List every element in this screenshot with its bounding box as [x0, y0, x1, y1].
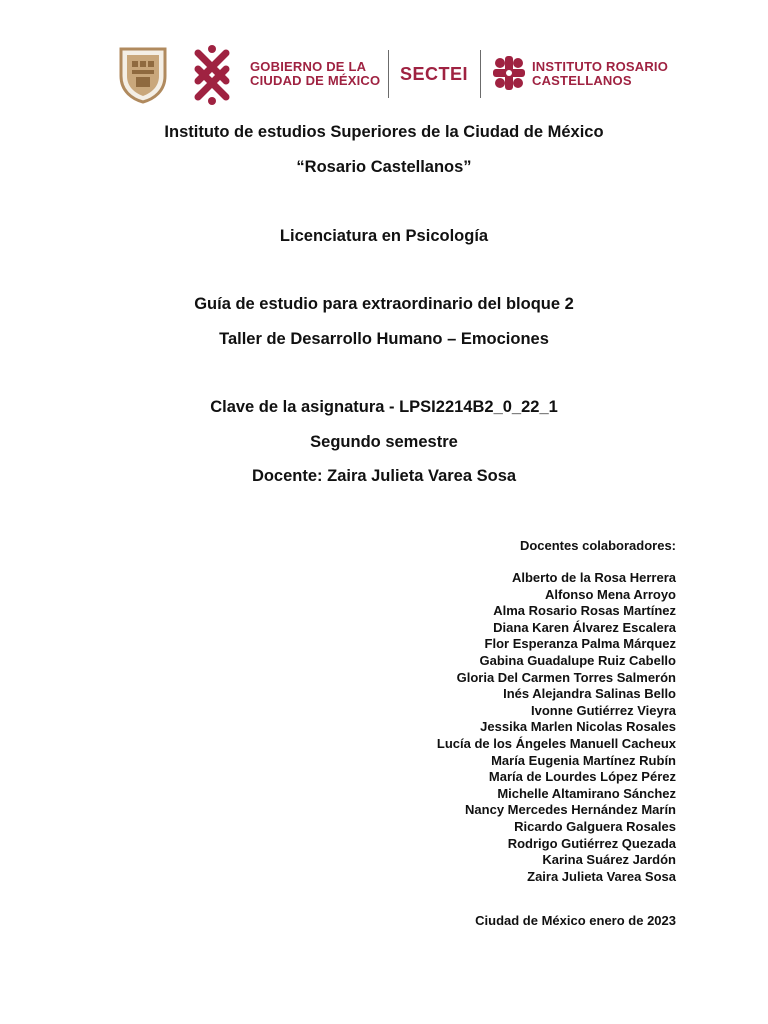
semester: Segundo semestre [310, 433, 458, 451]
list-item: Diana Karen Álvarez Escalera [493, 619, 676, 635]
gov-line1: GOBIERNO DE LA [250, 59, 367, 74]
list-item: Zaira Julieta Varea Sosa [527, 868, 676, 884]
list-item: Lucía de los Ángeles Manuell Cacheux [436, 735, 676, 751]
list-item: Michelle Altamirano Sánchez [497, 785, 676, 801]
course-title: Taller de Desarrollo Humano – Emociones [219, 330, 549, 348]
list-item: Nancy Mercedes Hernández Marín [465, 802, 676, 818]
gov-cdmx-wordmark [250, 60, 380, 88]
degree-title: Licenciatura en Psicología [279, 227, 489, 245]
irc-wordmark [532, 60, 668, 88]
list-item: María Eugenia Martínez Rubín [491, 752, 676, 768]
institute-name: “Rosario Castellanos” [296, 158, 472, 176]
list-item: Alma Rosario Rosas Martínez [493, 603, 676, 619]
cdmx-knot-icon [184, 43, 240, 107]
list-item: Jessika Marlen Nicolas Rosales [480, 719, 676, 735]
logo-divider [480, 50, 481, 98]
header-logo-bar [114, 40, 674, 110]
coat-of-arms-icon [118, 46, 168, 104]
list-item: Karina Suárez Jardón [542, 852, 676, 868]
teacher: Docente: Zaira Julieta Varea Sosa [251, 467, 517, 485]
logo-divider [388, 50, 389, 98]
list-item: Flor Esperanza Palma Márquez [484, 636, 676, 652]
list-item: Rodrigo Gutiérrez Quezada [507, 835, 676, 851]
list-item: Gabina Guadalupe Ruiz Cabello [479, 652, 676, 668]
list-item: María de Lourdes López Pérez [488, 769, 676, 785]
list-item: Alberto de la Rosa Herrera [511, 570, 676, 585]
irc-line1: INSTITUTO ROSARIO [532, 59, 669, 74]
irc-logo-icon [492, 55, 526, 91]
place-date: Ciudad de México enero de 2023 [475, 913, 676, 928]
list-item: Ricardo Galguera Rosales [514, 818, 676, 834]
guide-title: Guía de estudio para extraordinario del bloque 2 [194, 295, 574, 313]
list-item: Gloria Del Carmen Torres Salmerón [456, 669, 676, 685]
gov-line2: CIUDAD DE MÉXICO [250, 73, 381, 88]
irc-line2: CASTELLANOS [532, 73, 632, 88]
collaborators-list [437, 570, 676, 885]
sectei-wordmark: SECTEI [400, 64, 469, 84]
collaborators-heading: Docentes colaboradores: [519, 538, 676, 553]
list-item: Alfonso Mena Arroyo [545, 586, 676, 602]
institute-title: Instituto de estudios Superiores de la Ciudad de México [164, 123, 604, 141]
list-item: Ivonne Gutiérrez Vieyra [531, 702, 676, 718]
list-item: Inés Alejandra Salinas Bello [503, 686, 676, 702]
course-code: Clave de la asignatura - LPSI2214B2_0_22_1 [210, 398, 558, 416]
